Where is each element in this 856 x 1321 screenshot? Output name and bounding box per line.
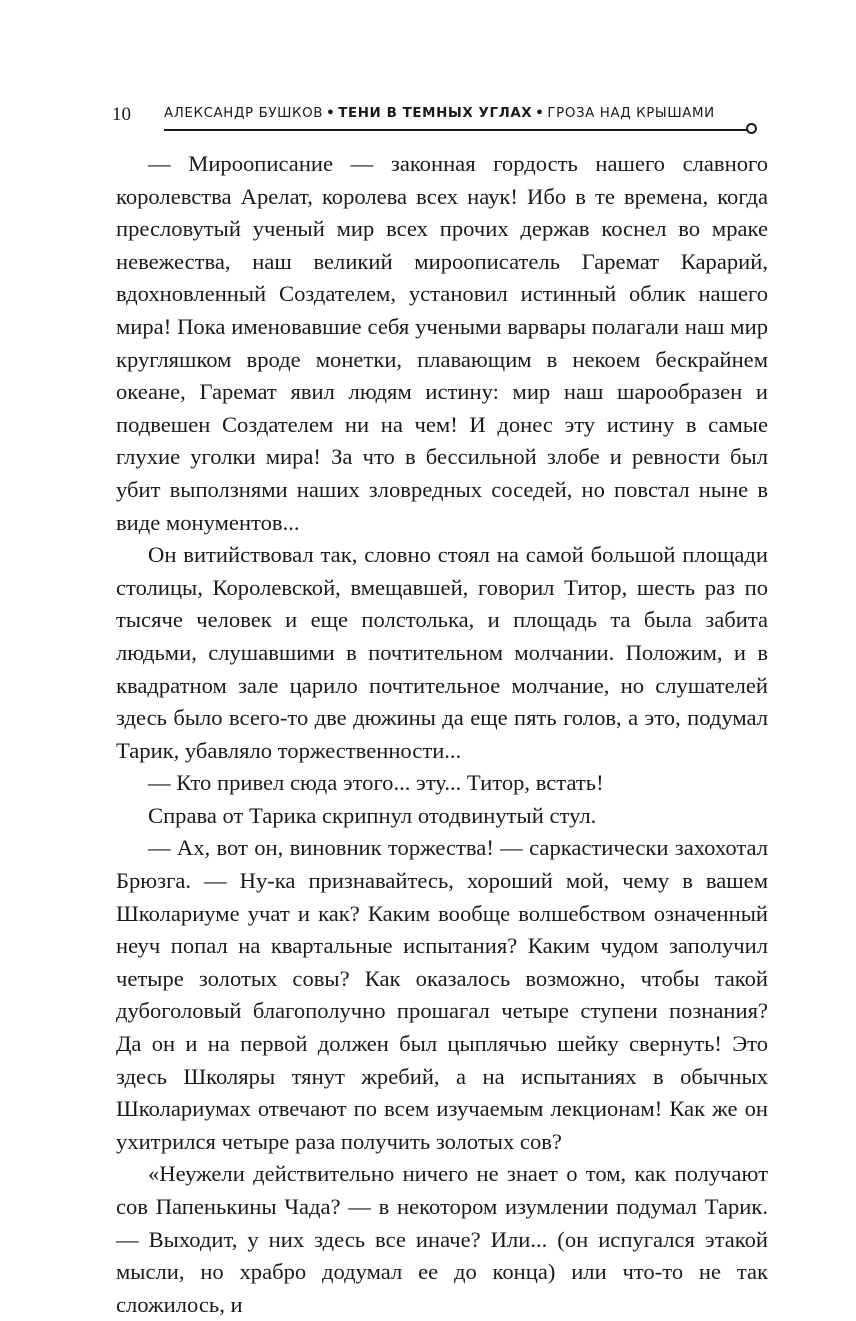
- author-name: АЛЕКСАНДР БУШКОВ: [164, 106, 324, 121]
- separator-bullet: •: [326, 106, 336, 121]
- header-rule: [164, 129, 748, 131]
- page-number: 10: [112, 104, 131, 125]
- paragraph: Справа от Тарика скрипнул отодвинутый стул.: [148, 802, 597, 828]
- book-title: ТЕНИ В ТЕМНЫХ УГЛАХ: [338, 106, 533, 121]
- paragraph: — Ах, вот он, виновник торжества! — саркастически захохотал Брюзга. — Ну-ка признавайтесь, хороший мой, чему в вашем Школариуме учат и как? Каким вообще волшебством означенный неуч попал на квартальные испытания? Каким чудом заполучил четыре золотых совы? Как оказалось возможно, чтобы такой дубоголовый благополучно прошагал четыре ступени познания? Да он и на первой должен был цыплячью шейку свернуть! Это здесь Школяры тянут жребий, а на испытаниях в обычных Школариумах отвечают по всем изучаемым лекционам! Как же он ухитрился четыре раза получить золотых сов?: [116, 835, 768, 1154]
- paragraph: «Неужели действительно ничего не знает о том, как получают сов Папенькины Чада? — в некотором изумлении подумал Тарик. — Выходит, у них здесь все иначе? Или... (он испугался этакой мысли, но храбро додумал ее до конца) или что-то не так сложилось, и: [116, 1161, 768, 1317]
- body-text: [116, 148, 768, 1321]
- paragraph: Он витийствовал так, словно стоял на самой большой площади столицы, Королевской, вмещавшей, говорил Титор, шесть раз по тысяче человек и еще полстолька, и площадь та была забита людьми, слушавшими в почтительном молчании. Положим, и в квадратном зале царило почтительное молчание, но слушателей здесь было всего-то две дюжины да еще пять голов, а это, подумал Тарик, убавляло торжественности...: [116, 542, 768, 763]
- running-header: [112, 98, 760, 126]
- running-head-text: [164, 106, 715, 121]
- series-title: ГРОЗА НАД КРЫШАМИ: [547, 106, 715, 121]
- paragraph: — Мироописание — законная гордость нашего славного королевства Арелат, королева всех наук! Ибо в те времена, когда пресловутый ученый мир всех прочих держав коснел во мраке невежества, наш великий мироописатель Гаремат Караpий, вдохновленный Создателем, установил истинный облик нашего мира! Пока именовавшие себя учеными варвары полагали наш мир кругляшком вроде монетки, плавающим в некоем бескрайнем океане, Гаремат явил людям истину: мир наш шарообразен и подвешен Создателем ни на чем! И донес эту истину в самые глухие уголки мира! За что в бессильной злобе и ревности был убит выползнями наших зловредных соседей, но повстал ныне в виде монументов...: [116, 151, 768, 535]
- header-ring-ornament: [746, 123, 757, 134]
- paragraph: — Кто привел сюда этого... эту... Титор, встать!: [148, 770, 604, 796]
- separator-bullet: •: [535, 106, 545, 121]
